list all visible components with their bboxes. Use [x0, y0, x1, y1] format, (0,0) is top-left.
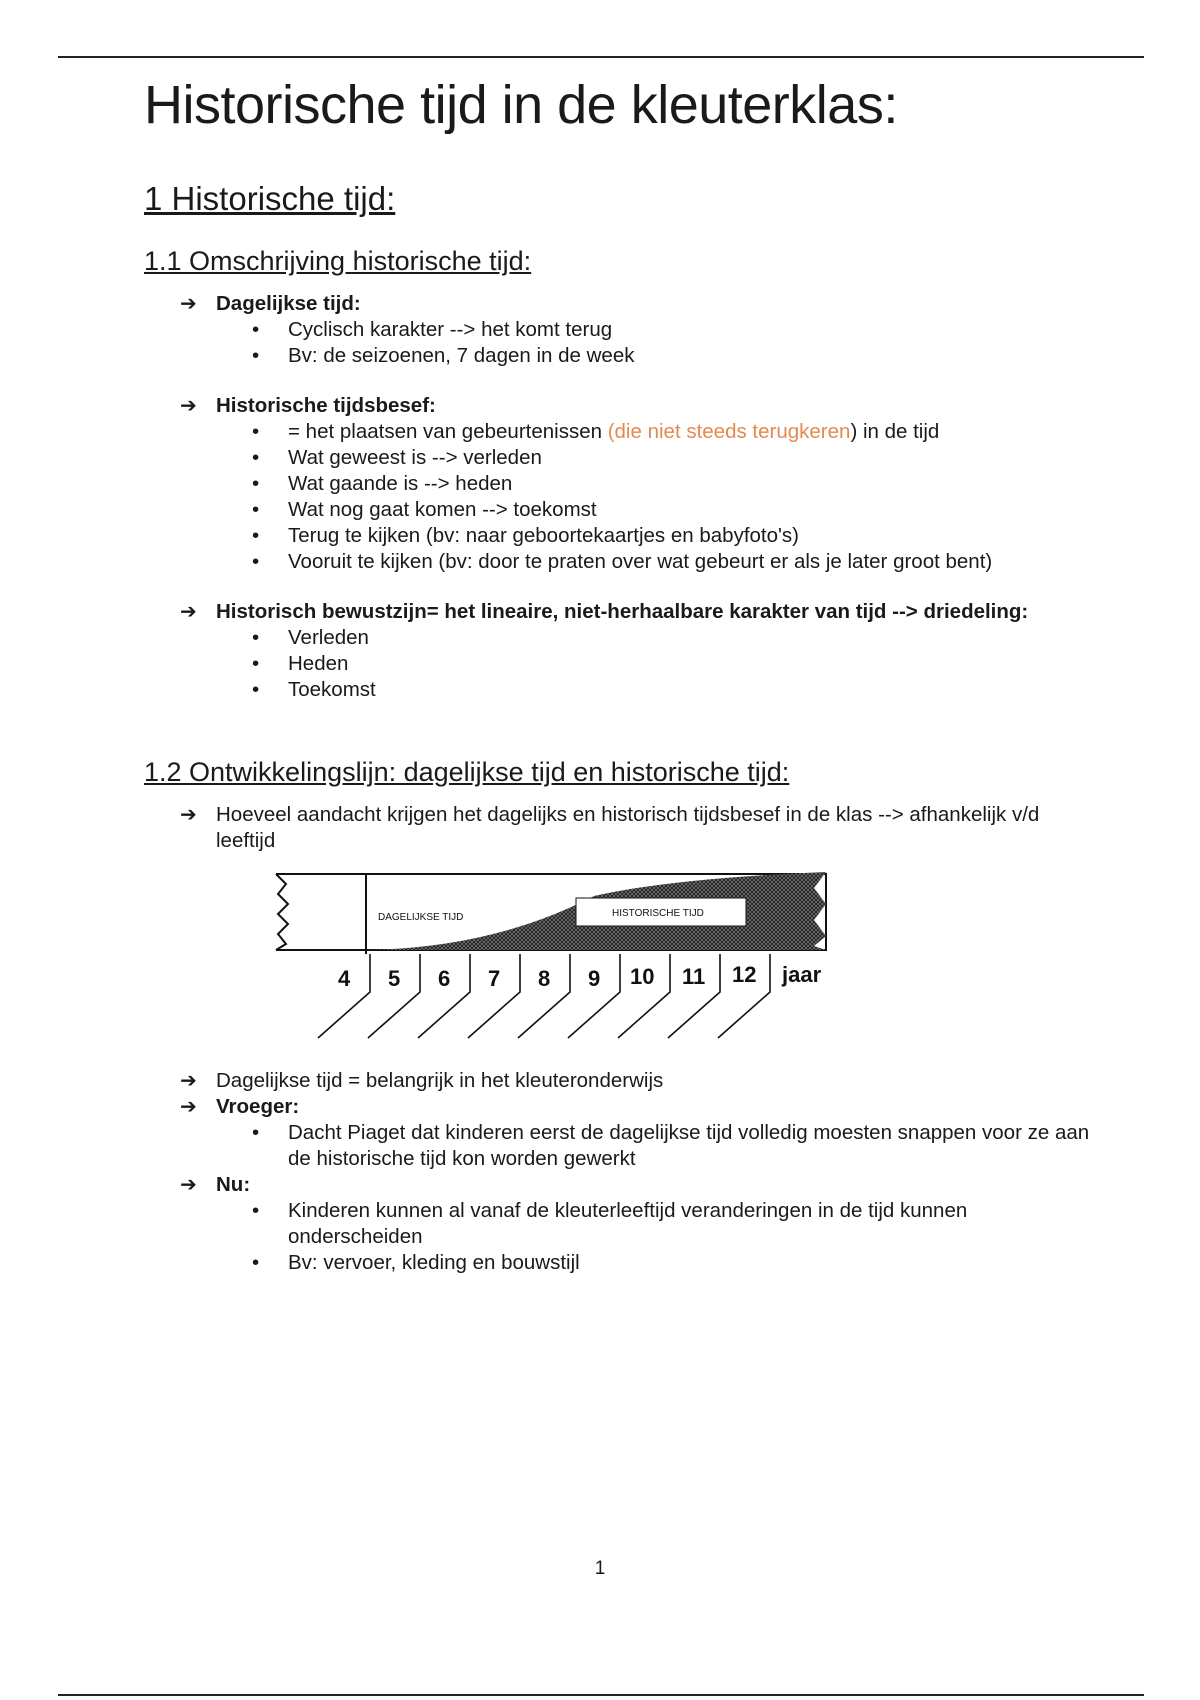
unit-label: jaar: [782, 962, 822, 987]
age-label: 4: [338, 966, 351, 991]
arrow-right-icon: ➔: [180, 293, 197, 315]
top-rule: [58, 56, 1144, 58]
arrow-right-icon: ➔: [180, 804, 197, 826]
arrow-item-earlier: [144, 1094, 1104, 1120]
list-item: • Bv: de seizoenen, 7 dagen in de week: [288, 343, 1104, 369]
arrow-item-daily-time: [144, 291, 1104, 317]
list-item: • Verleden: [288, 625, 1104, 651]
arrow-item-label: Dagelijkse tijd:: [216, 292, 361, 315]
text-segment: ) in de tijd: [850, 420, 940, 443]
bullet-list-historic-awareness: [144, 419, 1104, 575]
age-label: 8: [538, 966, 551, 991]
diagram-svg: [274, 868, 874, 1058]
intro-text: Hoeveel aandacht krijgen het dagelijks en historisch tijdsbesef in de klas --> afhankelijk v/d leeftijd: [216, 803, 1040, 852]
arrow-item-historic-consciousness: [144, 599, 1104, 625]
arrow-right-icon: ➔: [180, 1096, 197, 1118]
arrow-right-icon: ➔: [180, 1174, 197, 1196]
arrow-item-label: Vroeger:: [216, 1095, 300, 1118]
page-number: 1: [594, 1558, 606, 1579]
arrow-item-now: [144, 1172, 1104, 1198]
section-1-heading: 1 Historische tijd:: [144, 180, 396, 217]
label-daily-time: DAGELIJKSE TIJD: [378, 912, 464, 923]
list-item: • Wat gaande is --> heden: [288, 471, 1104, 497]
age-label: 11: [682, 964, 706, 989]
age-label: 7: [488, 966, 501, 991]
section-1-2-heading: 1.2 Ontwikkelingslijn: dagelijkse tijd en historische tijd:: [144, 757, 790, 787]
arrow-right-icon: ➔: [180, 1070, 197, 1092]
label-historic-time: HISTORISCHE TIJD: [612, 908, 704, 919]
age-label: 9: [588, 966, 601, 991]
arrow-item-historic-awareness: [144, 393, 1104, 419]
bullet-list-threefold: [144, 625, 1104, 703]
list-item: • Cyclisch karakter --> het komt terug: [288, 317, 1104, 343]
list-item: • Kinderen kunnen al vanaf de kleuterleeftijd veranderingen in de tijd kunnen onderscheiden: [288, 1198, 1104, 1250]
section-1-1-heading: 1.1 Omschrijving historische tijd:: [144, 246, 532, 276]
arrow-right-icon: ➔: [180, 601, 197, 623]
document-body: [144, 68, 1104, 1276]
age-label: 6: [438, 966, 451, 991]
development-line-diagram: [274, 868, 874, 1058]
document-title: Historische tijd in de kleuterklas:: [144, 75, 898, 135]
bullet-list-earlier: [144, 1120, 1104, 1172]
highlighted-text: (die niet steeds terugkeren: [607, 420, 851, 443]
list-item: • Bv: vervoer, kleding en bouwstijl: [288, 1250, 1104, 1276]
age-label: 10: [630, 964, 655, 989]
arrow-item-intro: [144, 802, 1104, 854]
arrow-right-icon: ➔: [180, 395, 197, 417]
list-item: • Dacht Piaget dat kinderen eerst de dagelijkse tijd volledig moesten snappen voor ze aan de historische tijd kon worden gewerkt: [288, 1120, 1104, 1172]
bullet-list-now: [144, 1198, 1104, 1276]
text-segment: = het plaatsen van gebeurtenissen: [288, 420, 608, 443]
arrow-item-label: Historisch bewustzijn= het lineaire, niet-herhaalbare karakter van tijd --> driedeling:: [216, 600, 1029, 623]
list-item: • Vooruit te kijken (bv: door te praten over wat gebeurt er als je later groot bent): [288, 549, 1104, 575]
arrow-item-daily-important: [144, 1068, 1104, 1094]
arrow-item-label: Historische tijdsbesef:: [216, 394, 436, 417]
bullet-list-daily-time: [144, 317, 1104, 369]
list-item: • Heden: [288, 651, 1104, 677]
list-item: • Wat geweest is --> verleden: [288, 445, 1104, 471]
age-label: 12: [732, 962, 757, 987]
list-item: • Terug te kijken (bv: naar geboortekaartjes en babyfoto's): [288, 523, 1104, 549]
list-item: [288, 419, 1104, 445]
list-item: • Wat nog gaat komen --> toekomst: [288, 497, 1104, 523]
arrow-item-label: Nu:: [216, 1173, 251, 1196]
wavy-break: [276, 874, 288, 950]
arrow-item-text: Dagelijkse tijd = belangrijk in het kleuteronderwijs: [216, 1069, 664, 1092]
list-item: • Toekomst: [288, 677, 1104, 703]
age-label: 5: [388, 966, 401, 991]
bottom-rule: [58, 1694, 1144, 1696]
